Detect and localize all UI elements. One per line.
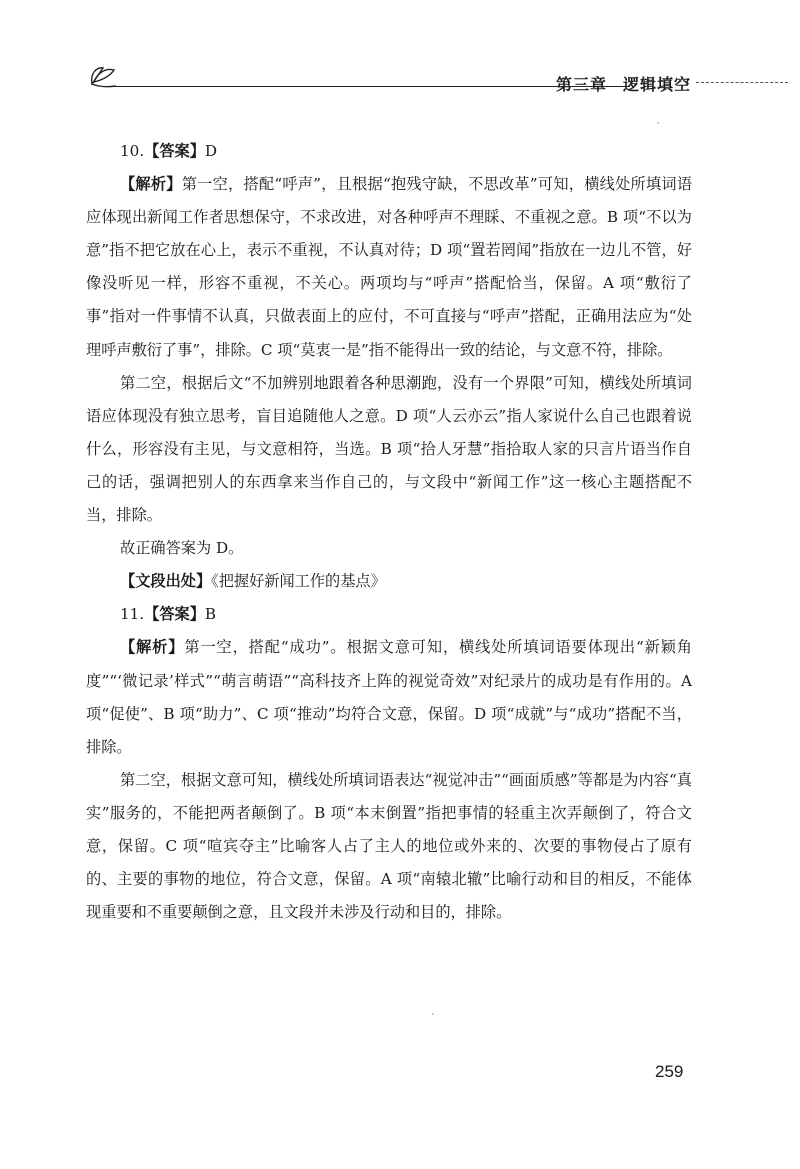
chapter-heading [556, 72, 692, 95]
source-tag: 【文段出处】 [120, 572, 212, 591]
q10-source-line [86, 565, 692, 598]
q11-number: 11. [120, 605, 145, 624]
q10-answer: D [204, 142, 218, 160]
analysis-tag: 【解析】 [120, 638, 185, 657]
leaf-icon [86, 62, 122, 88]
answer-tag: 【答案】 [144, 142, 205, 160]
q10-analysis-text-1: 第一空，搭配“呼声”，且根据“抱残守缺，不思改革”可知，横线处所填词语应体现出新闻工作者思想保守，不求改进，对各种呼声不理睬、不重视之意。B 项“不以为意”指不把它放在心上，表示不重视，不认真对待；D 项“置若罔闻”指放在一边儿不管，好像没听见一样，形容不重视，不关心。两项均与“呼声”搭配恰当，保留。A 项“敷衍了事”指对一件事情不认真，只做表面上的应付，不可直接与“呼声”搭配，正确用法应为“处理呼声敷衍了事”，排除。C 项“莫衷一是”指不能得出一致的结论，与文意不符，排除。 [86, 175, 693, 359]
chapter-number: 第三章 [556, 75, 608, 94]
page-content [86, 135, 692, 929]
q11-analysis-p1 [86, 631, 692, 763]
chapter-title: 逻辑填空 [623, 75, 692, 94]
q10-conclusion: 故正确答案为 D。 [120, 539, 244, 558]
q10-analysis-p1 [86, 168, 692, 367]
q11-analysis-text-1: 第一空，搭配“成功”。根据文意可知，横线处所填词语要体现出“新颖角度”“‘微记录’样式”“萌言萌语”“高科技齐上阵的视觉奇效”对纪录片的成功是有作用的。A 项“促使”、B 项“助力”、C 项“推动”均符合文意，保留。D 项“成就”与“成功”搭配不当，排除。 [86, 638, 692, 756]
page-number: 259 [655, 1062, 684, 1081]
page-header [86, 62, 786, 92]
analysis-tag: 【解析】 [120, 175, 182, 194]
q10-analysis-p2: 第二空，根据后文“不加辨别地跟着各种思潮跑，没有一个界限”可知，横线处所填词语应体现没有独立思考，盲目追随他人之意。D 项“人云亦云”指人家说什么自己也跟着说什么，形容没有主见，与文意相符，当选。B 项“拾人牙慧”指拾取人家的只言片语当作自己的话，强调把别人的东西拿来当作自己的，与文段中“新闻工作”这一核心主题搭配不当，排除。 [86, 373, 692, 525]
q10-answer-line [86, 135, 692, 168]
header-dotted-rule [696, 82, 788, 83]
q10-source: 《把握好新闻工作的基点》 [211, 572, 386, 591]
answer-tag: 【答案】 [144, 605, 205, 624]
scan-speck [432, 1013, 434, 1015]
q10-number: 10. [120, 142, 145, 160]
q11-answer: B [204, 605, 217, 624]
q11-analysis-p2: 第二空，根据文意可知，横线处所填词语表达“视觉冲击”“画面质感”等都是为内容“真实”服务的，不能把两者颠倒了。B 项“本末倒置”指把事情的轻重主次弄颠倒了，符合文意，保留。C 项“喧宾夺主”比喻客人占了主人的地位或外来的、次要的事物侵占了原有的、主要的事物的地位，符合文意，保留。A 项“南辕北辙”比喻行动和目的相反，不能体现重要和不重要颠倒之意，且文段并未涉及行动和目的，排除。 [86, 770, 692, 922]
q11-answer-line [86, 598, 692, 631]
scan-speck [657, 122, 659, 124]
header-rule [106, 86, 630, 87]
